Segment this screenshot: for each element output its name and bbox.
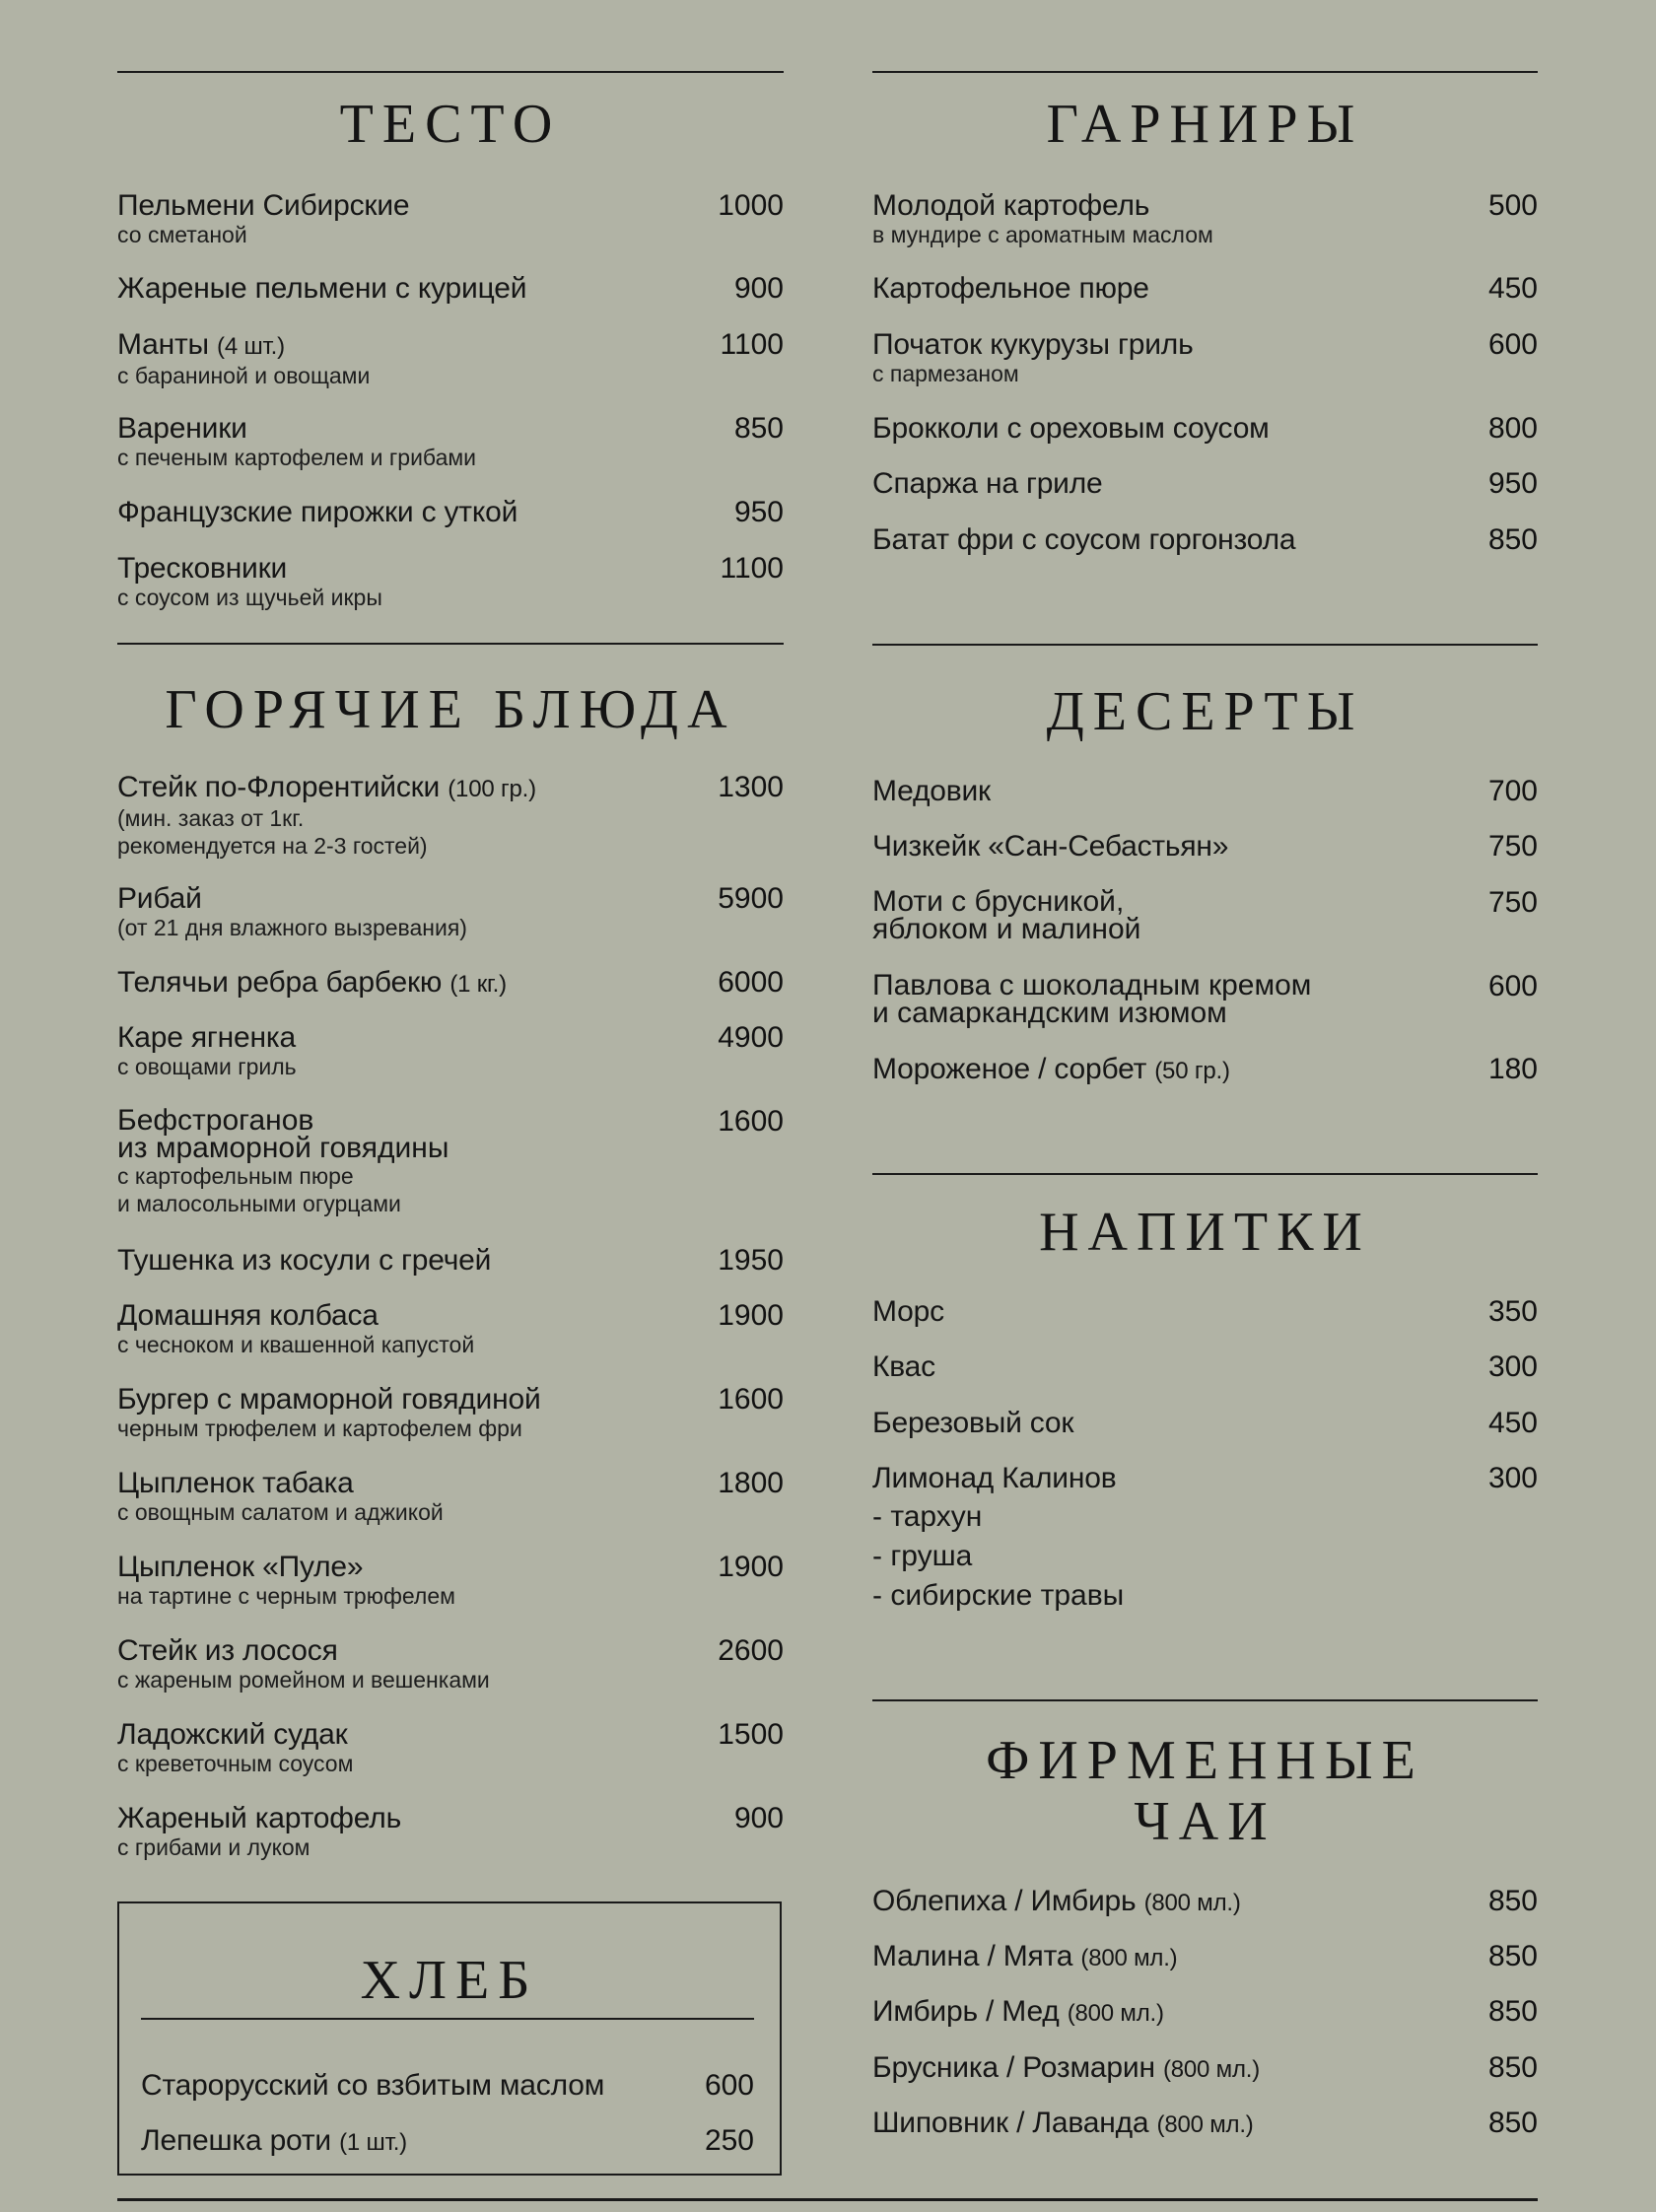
item-price: 1600 (718, 1105, 784, 1138)
item-name: Домашняя колбаса (117, 1299, 379, 1332)
item-quantity: (800 мл.) (1162, 2056, 1261, 2083)
item-name: Вареники (117, 412, 247, 445)
item-price: 850 (1487, 2051, 1538, 2084)
item-price: 950 (1487, 467, 1538, 500)
item-description: со сметаной (117, 222, 247, 247)
menu-item (117, 1804, 784, 1861)
item-name-text: Лепешка роти (141, 2124, 331, 2157)
item-price: 750 (1487, 830, 1538, 863)
item-name: Старорусский со взбитым маслом (141, 2069, 605, 2102)
menu-item (117, 1246, 784, 1276)
divider (872, 71, 1538, 73)
item-name: Морс (872, 1295, 944, 1328)
item-name-text: Манты (117, 328, 209, 361)
item-name: Жареный картофель (117, 1802, 402, 1834)
item-name: Медовик (872, 775, 991, 807)
menu-item (117, 773, 784, 860)
menu-item (117, 330, 784, 389)
item-description: черным трюфелем и картофелем фри (117, 1416, 522, 1441)
item-description: с печеным картофелем и грибами (117, 445, 477, 470)
item-price: 300 (1487, 1462, 1538, 1494)
item-name: Стейк из лосося (117, 1634, 338, 1667)
item-name-line2: из мраморной говядины (117, 1132, 449, 1164)
item-name-text: Стейк по-Флорентийски (117, 771, 441, 803)
menu-item (117, 1553, 784, 1610)
menu-item (872, 2108, 1538, 2140)
item-price: 600 (1487, 970, 1538, 1002)
item-description: в мундире с ароматным маслом (872, 222, 1213, 247)
item-name: Цыпленок «Пуле» (117, 1551, 364, 1583)
menu-item (872, 1464, 1538, 1616)
item-name: Березовый сок (872, 1407, 1074, 1439)
item-name-line2: и самаркандским изюмом (872, 997, 1227, 1029)
item-price: 500 (1487, 189, 1538, 222)
item-name (872, 1055, 1538, 1086)
menu-item (872, 1297, 1538, 1327)
divider (872, 1173, 1538, 1175)
item-name-text: Брусника / Розмарин (872, 2051, 1155, 2084)
section-bread (117, 1901, 782, 2176)
item-name: Тресковники (117, 552, 288, 585)
item-name: Рибай (117, 882, 202, 915)
menu-item (117, 968, 784, 1000)
item-name-text: Имбирь / Мед (872, 1995, 1060, 2028)
left-column (117, 0, 784, 2212)
menu-item (117, 554, 784, 611)
item-quantity: (1 шт.) (339, 2129, 407, 2156)
item-quantity: (4 шт.) (217, 333, 285, 360)
item-quantity: (800 мл.) (1067, 2000, 1164, 2027)
item-price: 4900 (718, 1021, 784, 1054)
menu-item (872, 469, 1538, 499)
item-name-text: Мороженое / сорбет (872, 1053, 1147, 1085)
menu-item (117, 1636, 784, 1694)
menu-item (117, 1385, 784, 1442)
item-price: 900 (733, 272, 784, 305)
menu-item (141, 2071, 754, 2101)
item-name: Ладожский судак (117, 1718, 348, 1751)
item-description: с соусом из щучьей икры (117, 585, 382, 610)
item-price: 250 (704, 2124, 754, 2157)
section-title: ТЕСТО (339, 94, 562, 155)
item-description: с креветочным соусом (117, 1751, 354, 1776)
bottom-divider (117, 2198, 1538, 2201)
menu-item (117, 1720, 784, 1777)
item-option: - сибирские травы (872, 1579, 1125, 1612)
item-price: 750 (1487, 886, 1538, 919)
item-price: 850 (1487, 523, 1538, 556)
item-name-text: Шиповник / Лаванда (872, 2107, 1149, 2139)
menu-item (872, 969, 1538, 1029)
divider (117, 71, 784, 73)
item-name: Батат фри с соусом горгонзола (872, 523, 1296, 556)
item-option: - груша (872, 1540, 973, 1572)
menu-item (117, 274, 784, 304)
item-quantity: (100 гр.) (448, 776, 536, 802)
item-price: 1300 (718, 771, 784, 803)
item-price: 850 (733, 412, 784, 445)
menu-item (117, 884, 784, 941)
menu-item (872, 414, 1538, 444)
item-price: 850 (1487, 2107, 1538, 2139)
section-title: НАПИТКИ (1039, 1202, 1371, 1263)
item-name-line2: яблоком и малиной (872, 913, 1141, 945)
item-name: Бургер с мраморной говядиной (117, 1383, 541, 1416)
item-name: Жареные пельмени с курицей (117, 272, 527, 305)
item-name: Павлова с шоколадным кремом (872, 969, 1312, 1002)
menu-item (872, 1942, 1538, 1973)
right-column (872, 0, 1538, 2212)
menu-item (117, 498, 784, 527)
item-price: 450 (1487, 272, 1538, 305)
menu-item (872, 330, 1538, 387)
divider (872, 644, 1538, 646)
item-price: 5900 (718, 882, 784, 915)
item-option: - тархун (872, 1500, 983, 1533)
item-name: Чизкейк «Сан-Себастьян» (872, 830, 1229, 863)
item-name (872, 1942, 1538, 1973)
item-price: 300 (1487, 1350, 1538, 1383)
menu-item (872, 1352, 1538, 1382)
item-name: Тушенка из косули с гречей (117, 1244, 492, 1277)
item-name: Цыпленок табака (117, 1467, 354, 1499)
menu-item (872, 832, 1538, 862)
item-description: с грибами и луком (117, 1834, 310, 1860)
item-price: 1900 (718, 1299, 784, 1332)
item-price: 1900 (718, 1551, 784, 1583)
item-name: Молодой картофель (872, 189, 1150, 222)
item-name (141, 2126, 754, 2158)
item-price: 350 (1487, 1295, 1538, 1328)
item-quantity: (800 мл.) (1143, 1890, 1241, 1916)
menu-item (117, 1023, 784, 1080)
divider (117, 643, 784, 645)
item-name: Квас (872, 1350, 935, 1383)
item-name (117, 330, 784, 362)
item-name (117, 191, 784, 221)
item-price: 1950 (718, 1244, 784, 1277)
item-price: 850 (1487, 1940, 1538, 1972)
menu-item (872, 1409, 1538, 1438)
menu-item (872, 274, 1538, 304)
item-quantity: (800 мл.) (1080, 1945, 1178, 1971)
item-description: (от 21 дня влажного вызревания) (117, 915, 467, 940)
menu-item (117, 1469, 784, 1526)
section-title-line2: ЧАИ (1134, 1791, 1276, 1852)
item-quantity: (800 мл.) (1156, 2111, 1254, 2138)
menu-item (117, 1301, 784, 1358)
item-description: на тартине с черным трюфелем (117, 1583, 455, 1609)
item-name: Початок кукурузы гриль (872, 328, 1194, 361)
menu-item (872, 525, 1538, 555)
item-price: 2600 (718, 1634, 784, 1667)
item-price: 180 (1487, 1053, 1538, 1085)
item-quantity: (50 гр.) (1154, 1058, 1230, 1084)
item-price: 1000 (718, 189, 784, 222)
item-name (872, 2053, 1538, 2085)
item-name (117, 968, 784, 1000)
menu-item (117, 414, 784, 471)
item-name: Картофельное пюре (872, 272, 1149, 305)
item-description: с пармезаном (872, 361, 1019, 386)
section-title: ДЕСЕРТЫ (1046, 681, 1364, 742)
menu-item (872, 1887, 1538, 1918)
item-name-text: Телячьи ребра барбекю (117, 966, 443, 999)
item-description: рекомендуется на 2-3 гостей) (117, 833, 428, 859)
item-description: с картофельным пюре (117, 1163, 354, 1189)
item-price: 1500 (718, 1718, 784, 1751)
item-price: 1100 (720, 552, 784, 585)
item-price: 1600 (718, 1383, 784, 1416)
item-price: 600 (1487, 328, 1538, 361)
item-price: 850 (1487, 1995, 1538, 2028)
item-name (117, 773, 784, 804)
item-name (872, 1887, 1538, 1918)
item-description: (мин. заказ от 1кг. (117, 805, 305, 831)
menu-item (117, 191, 784, 248)
item-description: с бараниной и овощами (117, 363, 371, 388)
menu-item (117, 1104, 784, 1217)
menu-item (872, 1055, 1538, 1086)
item-price: 450 (1487, 1407, 1538, 1439)
divider (141, 2018, 754, 2020)
item-description: с жареным ромейном и вешенками (117, 1667, 490, 1693)
item-price: 950 (733, 496, 784, 528)
section-title-line1: ФИРМЕННЫЕ (986, 1730, 1424, 1791)
item-price: 900 (733, 1802, 784, 1834)
item-name-text: Облепиха / Имбирь (872, 1885, 1137, 1917)
item-name: Бефстроганов (117, 1104, 314, 1137)
item-name: Французские пирожки с уткой (117, 496, 518, 528)
menu-item (872, 191, 1538, 248)
menu-item (872, 2053, 1538, 2085)
item-description: с чесноком и квашенной капустой (117, 1332, 475, 1357)
item-name (872, 2108, 1538, 2140)
item-name: Каре ягненка (117, 1021, 296, 1054)
divider (872, 1699, 1538, 1701)
item-price: 850 (1487, 1885, 1538, 1917)
item-price: 600 (704, 2069, 754, 2102)
section-title: ГАРНИРЫ (1046, 94, 1364, 155)
item-name-text: Пельмени Сибирские (117, 189, 410, 222)
item-price: 800 (1487, 412, 1538, 445)
section-title: ХЛЕБ (360, 1950, 539, 2011)
item-description: с овощным салатом и аджикой (117, 1499, 444, 1525)
item-name: Брокколи с ореховым соусом (872, 412, 1270, 445)
item-name: Лимонад Калинов (872, 1462, 1117, 1494)
section-title: ГОРЯЧИЕ БЛЮДА (165, 679, 736, 740)
item-price: 6000 (718, 966, 784, 999)
item-price: 700 (1487, 775, 1538, 807)
menu-item (141, 2126, 754, 2158)
menu-item (872, 1997, 1538, 2029)
item-name: Спаржа на гриле (872, 467, 1103, 500)
menu-item (872, 885, 1538, 945)
item-price: 1100 (720, 328, 784, 361)
item-quantity: (1 кг.) (449, 971, 507, 998)
item-description: с овощами гриль (117, 1054, 297, 1079)
item-name (872, 1997, 1538, 2029)
menu-item (872, 777, 1538, 806)
item-name: Моти с брусникой, (872, 885, 1125, 918)
item-name-text: Малина / Мята (872, 1940, 1073, 1972)
item-price: 1800 (718, 1467, 784, 1499)
item-description: и малосольными огурцами (117, 1191, 401, 1216)
